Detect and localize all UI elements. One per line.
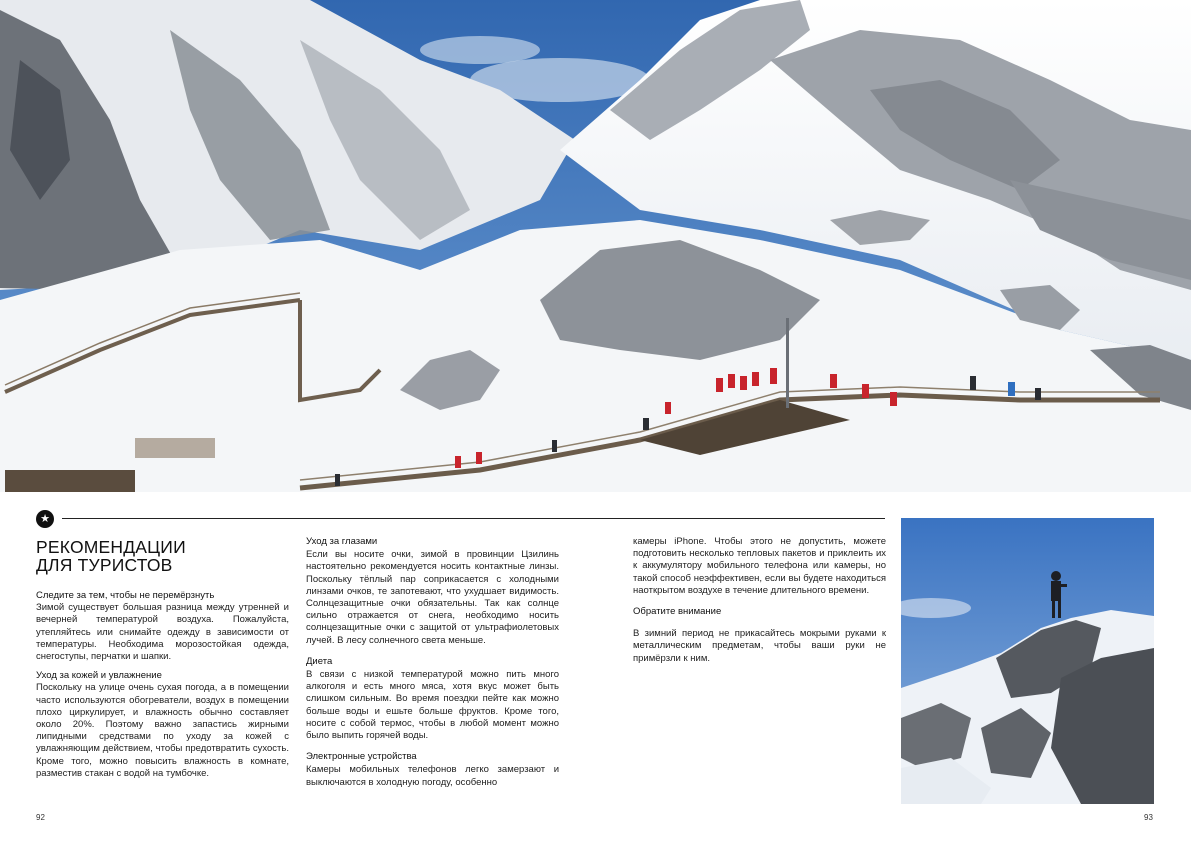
section-title: РЕКОМЕНДАЦИИ ДЛЯ ТУРИСТОВ <box>36 537 186 575</box>
text-column-3 <box>633 536 886 674</box>
paragraph-skincare: Поскольку на улице очень сухая погода, а в помещении часто используются обогреватели, воздух в помещении плохо циркулирует, и влажность обычно составляет около 20%. Поэтому важно запастись жирными липидными средствами по уходу за кожей с увлажняющим действием, чтобы предотвратить сухость. Кроме того, можно повысить влажность в комнате, разместив стакан с водой на тумбочке. <box>36 682 289 779</box>
paragraph-warmth: Зимой существует большая разница между утренней и вечерней температурой воздуха. Пожалуйста, утепляйтесь или снимайте одежду в зависимости от температуры. Необходима морозостойкая одежда, снегоступы, перчатки и шапки. <box>36 602 289 663</box>
hiker-on-peak-photo <box>901 518 1154 804</box>
paragraph-attention: В зимний период не прикасайтесь мокрыми руками к металлическим предметам, чтобы ваши руки не примёрзли к ним. <box>633 628 886 664</box>
subheading-warmth: Следите за тем, чтобы не перемёрзнуть <box>36 590 215 601</box>
subheading-electronics: Электронные устройства <box>306 751 417 763</box>
star-icon: ★ <box>36 510 54 528</box>
subheading-eyes: Уход за глазами <box>306 536 378 547</box>
subheading-diet: Диета <box>306 655 333 667</box>
paragraph-diet: В связи с низкой температурой можно пить много алкоголя и есть много мяса, хотя вкус может быть слишком сильным. Во время поездки пейте как можно больше воды и ешьте больше фруктов. Кроме того, носите с собой термос, чтобы в любой момент можно было выпить горячей воды. <box>306 669 559 742</box>
text-column-1 <box>36 536 289 787</box>
paragraph-electronics-continued: камеры iPhone. Чтобы этого не допустить, можете подготовить несколько тепловых пакетов и приклеить их к аккумулятору мобильного телефона или камеры, но такой способ неэффективен, если вы будете находиться наоткрытом воздухе в течение длительного времени. <box>633 536 886 596</box>
paragraph-electronics: Камеры мобильных телефонов легко замерзают и выключаются в холодную погоду, особенно <box>306 764 559 788</box>
page-number-left: 92 <box>36 813 45 822</box>
page-number-right: 93 <box>1144 813 1153 822</box>
text-column-2 <box>306 536 559 798</box>
subheading-attention: Обратите внимание <box>633 606 722 618</box>
paragraph-eyes: Если вы носите очки, зимой в провинции Цзилинь настоятельно рекомендуется носить контактные линзы. Поскольку тёплый пар соприкасается с холодными линзами очков, те запотевают, что ухудшает видимость. Солнцезащитные очки обязательны. Так как солнце сильно отражается от снега, необходимо носить солнцезащитные очки с защитой от ультрафиолетовых лучей. В лесу солнечного света меньше. <box>306 549 559 646</box>
section-divider <box>62 518 885 519</box>
subheading-skincare: Уход за кожей и увлажнение <box>36 670 162 682</box>
